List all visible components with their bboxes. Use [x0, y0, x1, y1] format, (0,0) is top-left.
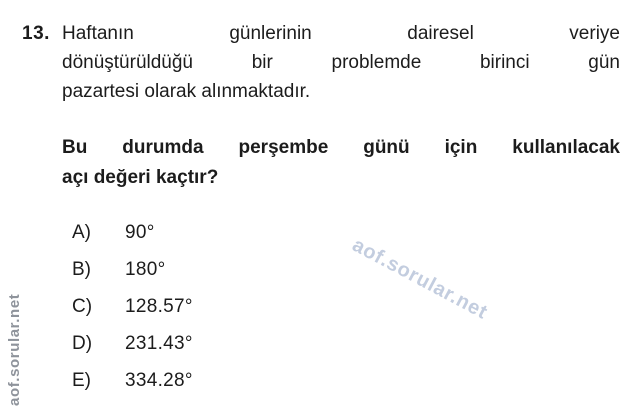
option-value: 90°	[125, 221, 155, 243]
option-letter: A)	[72, 221, 91, 243]
prompt-line: Bu durumda perşembe günü için kullanılacak	[62, 137, 620, 158]
option-d[interactable]	[62, 325, 620, 362]
option-letter: C)	[72, 295, 93, 317]
prompt-line: açı değeri kaçtır?	[62, 167, 219, 188]
option-value: 128.57°	[125, 295, 193, 317]
option-value: 334.28°	[125, 369, 193, 391]
paragraph-line: Haftanın günlerinin dairesel veriye	[62, 23, 620, 44]
option-letter: B)	[72, 258, 91, 280]
paragraph-line: dönüştürüldüğü bir problemde birinci gün	[62, 52, 620, 73]
option-a[interactable]	[62, 214, 620, 251]
option-c[interactable]	[62, 288, 620, 325]
question-body	[62, 19, 620, 399]
option-value: 231.43°	[125, 332, 193, 354]
option-letter: E)	[72, 369, 91, 391]
watermark-diagonal: aof.sorular.net	[348, 234, 492, 324]
option-b[interactable]	[62, 251, 620, 288]
watermark-vertical: aof.sorular.net	[6, 293, 23, 406]
option-letter: D)	[72, 332, 93, 354]
question-prompt	[62, 133, 620, 193]
option-e[interactable]	[62, 362, 620, 399]
question-paragraph	[62, 19, 620, 106]
option-value: 180°	[125, 258, 166, 280]
paragraph-line: pazartesi olarak alınmaktadır.	[62, 81, 311, 102]
options-list	[62, 214, 620, 399]
question-number: 13.	[22, 23, 50, 44]
question-block	[22, 19, 620, 399]
